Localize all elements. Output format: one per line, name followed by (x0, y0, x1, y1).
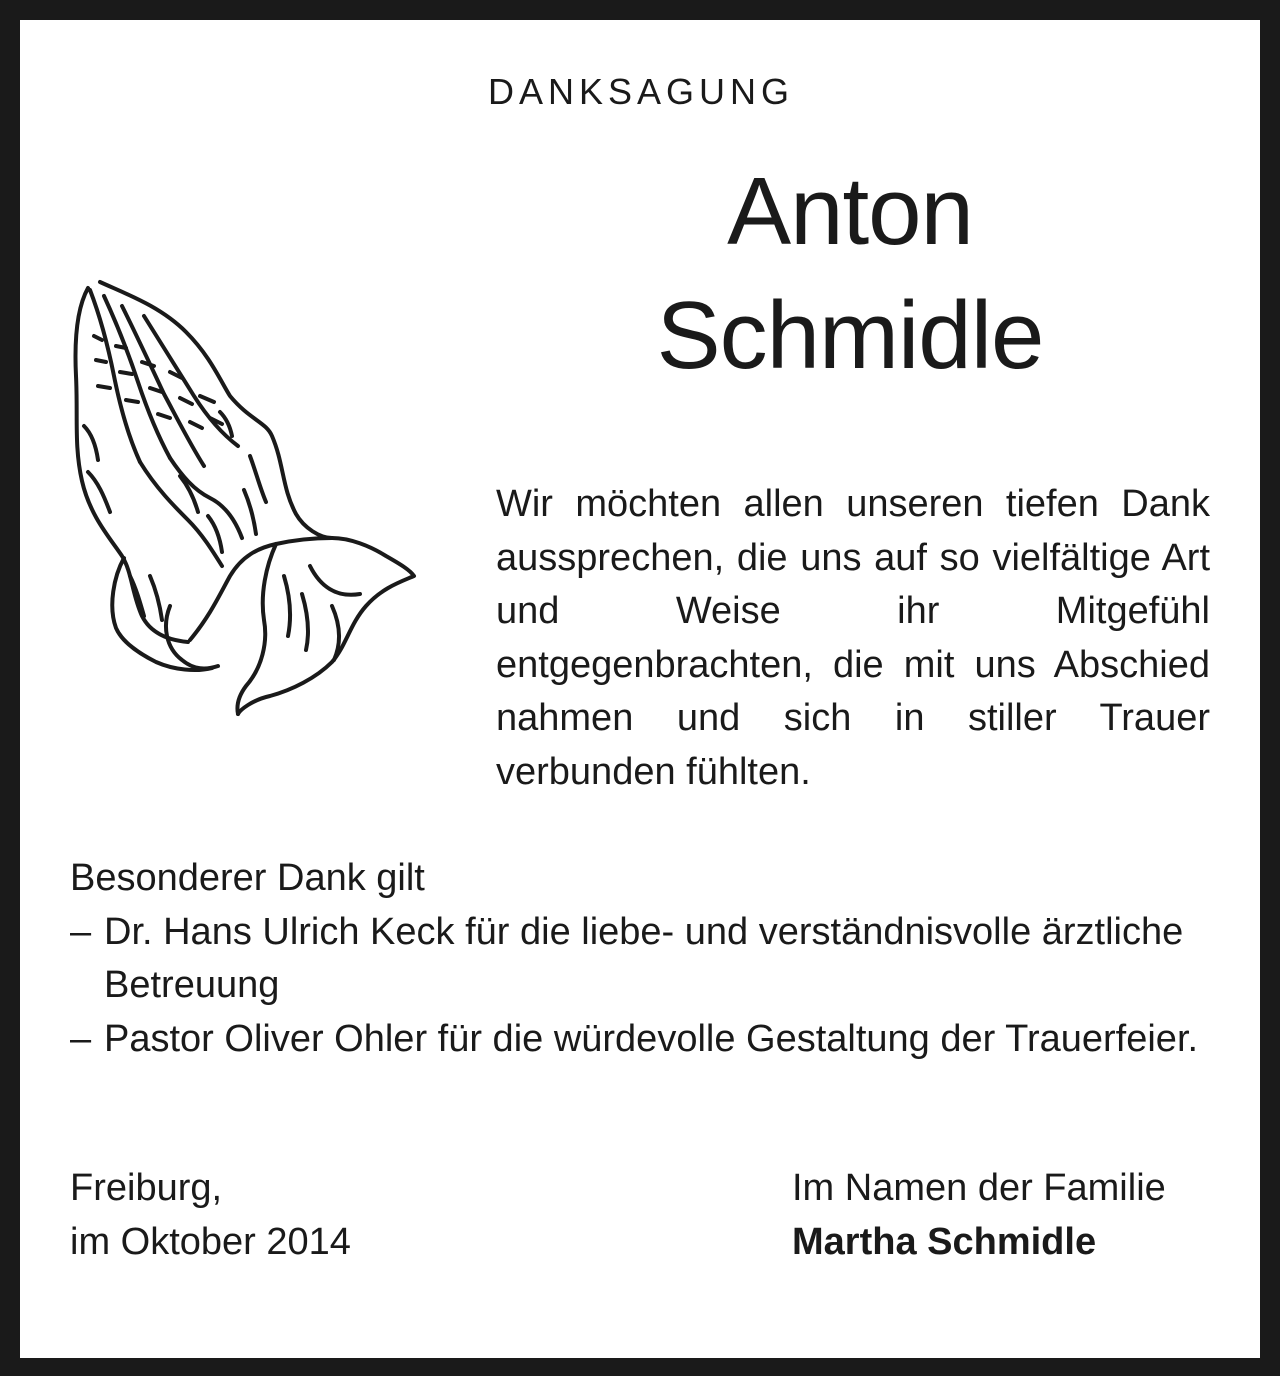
notice-heading: DANKSAGUNG (487, 71, 795, 112)
place-city: Freiburg, (70, 1167, 223, 1209)
place-and-date (70, 1162, 351, 1269)
list-dash: – (70, 1017, 92, 1060)
list-dash: – (70, 910, 92, 953)
list-item-text: Pastor Oliver Ohler für die würdevolle Gestaltung der Trauerfeier. (104, 1017, 1199, 1060)
signature-line: Im Namen der Familie (792, 1167, 1166, 1209)
special-thanks-intro: Besonderer Dank gilt (70, 857, 425, 899)
list-item (70, 1013, 1210, 1067)
deceased-last-name: Schmidle (656, 282, 1044, 389)
deceased-first-name: Anton (727, 158, 973, 265)
praying-hands-icon (70, 276, 420, 720)
list-item-text: Dr. Hans Ulrich Keck für die liebe- und verständnisvolle ärztliche Betreuung (104, 910, 1184, 1006)
list-item (70, 906, 1210, 1013)
thanks-paragraph: Wir möchten allen unseren tiefen Dank aussprechen, die uns auf so vielfältige Art und Weise ihr Mitgefühl entgegenbrachten, die mit uns Abschied nahmen und sich in stiller Trauer verbunden fühlten. (496, 483, 1210, 793)
special-thanks (70, 852, 1210, 1066)
place-date: im Oktober 2014 (70, 1220, 351, 1263)
signer-name: Martha Schmidle (792, 1220, 1097, 1263)
deceased-name (560, 150, 1140, 398)
special-thanks-list (70, 906, 1210, 1067)
signature-block (792, 1162, 1210, 1269)
